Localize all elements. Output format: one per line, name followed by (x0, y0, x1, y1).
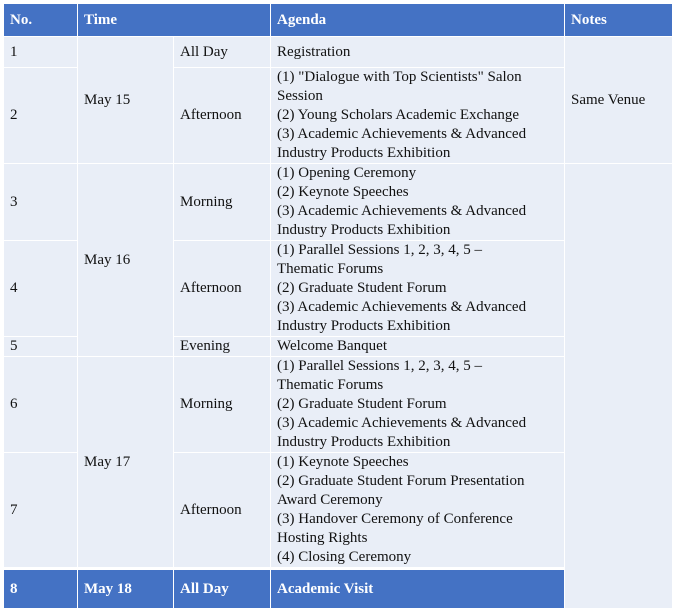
agenda-line: Industry Products Exhibition (277, 222, 451, 238)
time-slot: Evening (174, 337, 271, 357)
agenda-line: (1) Opening Ceremony (277, 165, 417, 181)
row-number: 2 (4, 68, 78, 164)
footer-agenda: Academic Visit (271, 569, 565, 609)
row-number: 6 (4, 357, 78, 453)
time-slot: Afternoon (174, 241, 271, 337)
time-slot: All Day (174, 37, 271, 68)
agenda-line: (1) Parallel Sessions 1, 2, 3, 4, 5 – (277, 242, 482, 258)
agenda-line: Session (277, 88, 323, 104)
schedule-table-container (3, 3, 673, 609)
agenda-line: Welcome Banquet (277, 338, 388, 354)
agenda-line: (2) Graduate Student Forum Presentation (277, 473, 525, 489)
agenda-cell (271, 453, 565, 569)
row-number: 3 (4, 164, 78, 241)
conference-schedule-table (3, 3, 673, 609)
day-cell: May 17 (78, 357, 174, 569)
table-row (4, 164, 673, 241)
agenda-line: Award Ceremony (277, 492, 383, 508)
agenda-line: (1) Parallel Sessions 1, 2, 3, 4, 5 – (277, 358, 482, 374)
agenda-line: (1) Keynote Speeches (277, 454, 409, 470)
notes-cell-empty (565, 164, 673, 609)
footer-slot: All Day (174, 569, 271, 609)
day-cell: May 15 (78, 37, 174, 164)
agenda-line: (4) Closing Ceremony (277, 549, 412, 565)
time-slot: Afternoon (174, 68, 271, 164)
agenda-line: Industry Products Exhibition (277, 145, 451, 161)
agenda-line: (2) Graduate Student Forum (277, 396, 447, 412)
row-number: 1 (4, 37, 78, 68)
agenda-line: (2) Keynote Speeches (277, 184, 409, 200)
agenda-line: (3) Handover Ceremony of Conference (277, 511, 513, 527)
agenda-cell (271, 357, 565, 453)
time-slot: Morning (174, 164, 271, 241)
table-row (4, 37, 673, 68)
agenda-line: (3) Academic Achievements & Advanced (277, 415, 527, 431)
agenda-cell (271, 164, 565, 241)
header-time: Time (78, 4, 271, 37)
day-cell: May 16 (78, 164, 174, 357)
header-no: No. (4, 4, 78, 37)
agenda-line: (2) Graduate Student Forum (277, 280, 447, 296)
row-number: 4 (4, 241, 78, 337)
header-row (4, 4, 673, 37)
agenda-cell (271, 68, 565, 164)
footer-day: May 18 (78, 569, 174, 609)
header-notes: Notes (565, 4, 673, 37)
agenda-cell (271, 241, 565, 337)
agenda-line: (3) Academic Achievements & Advanced (277, 299, 527, 315)
row-number: 7 (4, 453, 78, 569)
agenda-line: Registration (277, 43, 351, 60)
agenda-line: (2) Young Scholars Academic Exchange (277, 107, 520, 123)
agenda-line: (3) Academic Achievements & Advanced (277, 126, 527, 142)
agenda-line: (1) "Dialogue with Top Scientists" Salon (277, 69, 522, 85)
agenda-line: Thematic Forums (277, 377, 384, 393)
agenda-line: Industry Products Exhibition (277, 318, 451, 334)
notes-cell: Same Venue (565, 37, 673, 164)
agenda-cell (271, 37, 565, 68)
time-slot: Afternoon (174, 453, 271, 569)
agenda-line: Hosting Rights (277, 530, 368, 546)
agenda-line: Industry Products Exhibition (277, 434, 451, 450)
header-agenda: Agenda (271, 4, 565, 37)
footer-number: 8 (4, 569, 78, 609)
time-slot: Morning (174, 357, 271, 453)
agenda-line: (3) Academic Achievements & Advanced (277, 203, 527, 219)
agenda-cell (271, 337, 565, 357)
row-number: 5 (4, 337, 78, 357)
agenda-line: Thematic Forums (277, 261, 384, 277)
